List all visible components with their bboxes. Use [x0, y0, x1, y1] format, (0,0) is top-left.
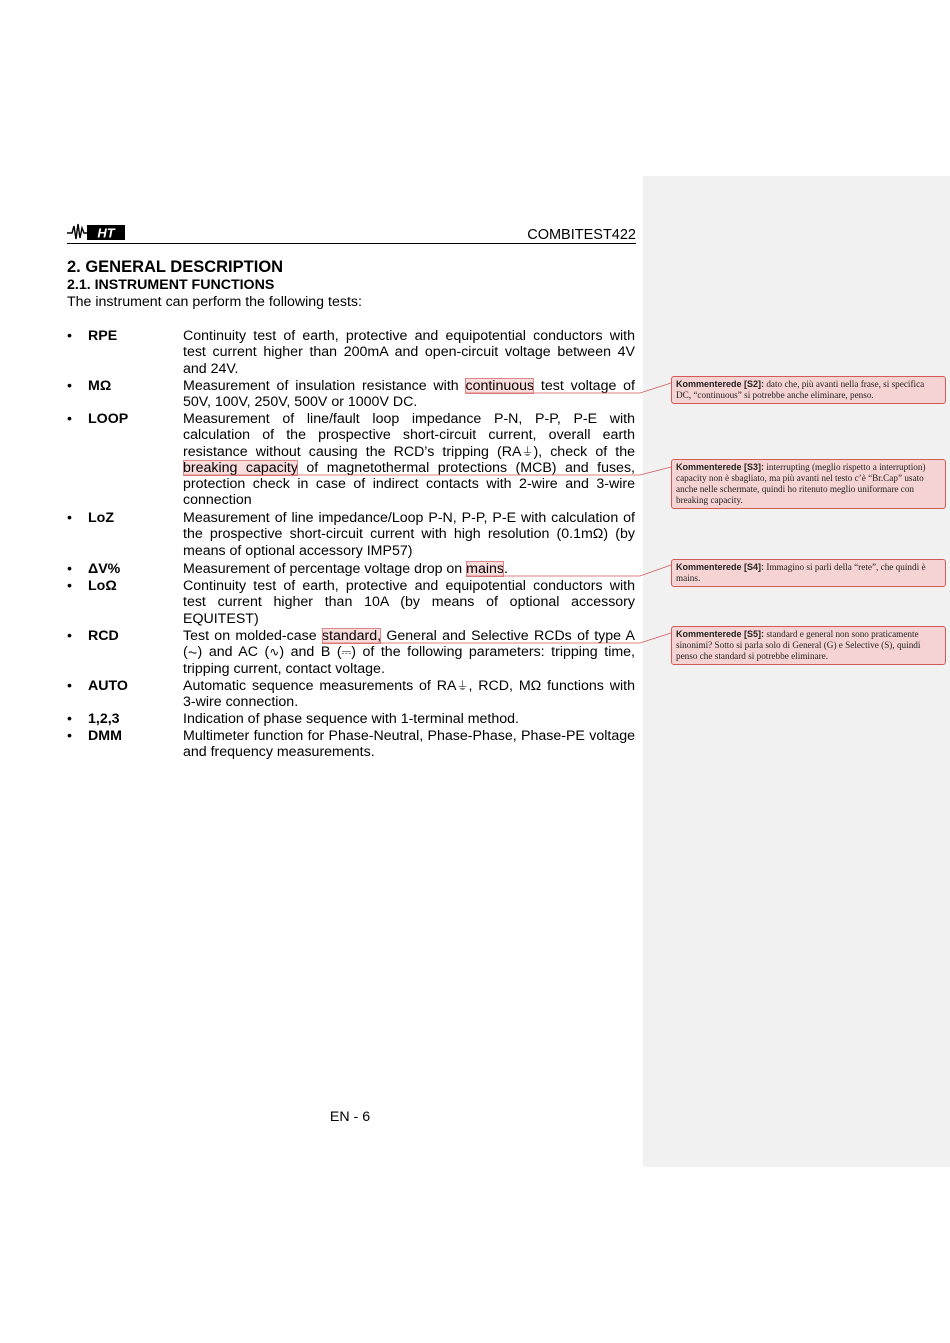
desc-text: General and Selective RCDs of type A (: [183, 628, 635, 661]
function-description: [183, 378, 635, 411]
ht-logo: [67, 221, 127, 243]
desc-text: Indication of phase sequence with 1-terminal method.: [183, 711, 519, 727]
comment-author-tag: Kommenterede [S2]:: [676, 379, 765, 389]
function-term: AUTO: [88, 678, 128, 694]
ac-sine-icon: ∿: [269, 645, 280, 660]
desc-text: Continuity test of earth, protective and equipotential conductors with test current higher than 10A (by means of optional accessory EQUITEST): [183, 578, 635, 627]
function-description: [183, 628, 635, 677]
function-term: ΔV%: [88, 561, 121, 577]
bullet-icon: •: [67, 561, 72, 577]
desc-text: Measurement of percentage voltage drop on: [183, 561, 467, 577]
comment-balloon-s5[interactable]: [671, 626, 946, 665]
function-description: [183, 678, 635, 711]
intro-text: The instrument can perform the following tests:: [67, 294, 362, 310]
function-description: [183, 711, 635, 727]
product-name: COMBITEST422: [527, 227, 636, 243]
bullet-icon: •: [67, 411, 72, 427]
desc-text: of magnetothermal protections (MCB) and fuses, protection check in case of indirect contacts with 2-wire and 3-wire connection: [183, 459, 635, 509]
comment-anchor-s2[interactable]: continuous: [465, 378, 535, 394]
function-description: [183, 328, 635, 377]
svg-text:HT: HT: [97, 225, 115, 241]
comment-text: standard e general non sono praticamente sinonimi? Sotto si parla solo di General (G) e Selective (S), quindi penso che standard si potrebbe eliminare.: [676, 629, 921, 661]
bullet-icon: •: [67, 328, 72, 344]
comment-text: interrupting (meglio rispetto a interruption) capacity non è sbagliato, ma più avanti nel testo c’è “Br.Cap” usato anche nelle schermate, quindi ho ritenuto meglio uniformare con breaking capacity.: [676, 462, 926, 505]
comment-balloon-s3[interactable]: [671, 459, 946, 509]
comment-balloon-s2[interactable]: [671, 376, 946, 404]
desc-text: ) and AC (: [197, 644, 270, 661]
desc-text: Test on molded-case: [183, 628, 322, 644]
desc-text: Measurement of insulation resistance with: [183, 378, 466, 394]
desc-text: test voltage of 50V, 100V, 250V, 500V or 1000V DC.: [183, 378, 635, 411]
comment-anchor-s3[interactable]: breaking capacity: [183, 459, 298, 476]
header-rule: [67, 243, 636, 244]
function-term: LOOP: [88, 411, 129, 427]
comment-author-tag: Kommenterede [S4]:: [676, 562, 765, 572]
comment-anchor-s5[interactable]: standard,: [321, 628, 382, 644]
comment-text: dato che, più avanti nella frase, si specifica DC, “continuous” si potrebbe anche eliminare, penso.: [676, 379, 925, 400]
desc-text: Measurement of line impedance/Loop P-N, P-P, P-E with calculation of the prospective short-circuit current with high resolution (0.1mΩ) (by means of optional accessory IMP57): [183, 510, 635, 559]
desc-text: Measurement of line/fault loop impedance P-N, P-P, P-E with calculation of the prospective short-circuit current, overall earth resistance without causing the RCD’s tripping (RA: [183, 411, 635, 460]
function-term: MΩ: [88, 378, 112, 394]
function-term: DMM: [88, 728, 122, 744]
function-term: RCD: [88, 628, 119, 644]
earth-symbol-icon: ⏚: [521, 444, 534, 459]
bullet-icon: •: [67, 578, 72, 594]
bullet-icon: •: [67, 678, 72, 694]
comment-anchor-s4[interactable]: mains: [466, 561, 504, 577]
function-term: RPE: [88, 328, 118, 344]
function-description: [183, 411, 635, 509]
comment-text: Immagino si parli della “rete”, che quindi è mains.: [676, 562, 926, 583]
function-term: LoZ: [88, 510, 114, 526]
comment-margin-pane: [643, 176, 950, 1167]
function-description: [183, 561, 635, 577]
function-description: [183, 728, 635, 761]
desc-text: ) of the following parameters: tripping time, tripping current, contact voltage.: [183, 644, 635, 677]
desc-text: .: [504, 561, 508, 577]
comment-author-tag: Kommenterede [S3]:: [676, 462, 765, 472]
function-term: 1,2,3: [88, 711, 120, 727]
earth-symbol-icon: ⏚: [456, 679, 469, 693]
bullet-icon: •: [67, 728, 72, 744]
function-description: [183, 578, 635, 627]
function-description: [183, 510, 635, 559]
dc-symbol-icon: ⎓: [341, 645, 352, 660]
desc-text: Automatic sequence measurements of RA: [183, 678, 457, 694]
comment-author-tag: Kommenterede [S5]:: [676, 629, 765, 639]
comment-balloon-s4[interactable]: [671, 559, 946, 587]
desc-text: ) and B (: [279, 644, 342, 661]
bullet-icon: •: [67, 711, 72, 727]
function-term: LoΩ: [88, 578, 117, 594]
section-title: 2. GENERAL DESCRIPTION: [67, 258, 284, 276]
desc-text: Multimeter function for Phase-Neutral, Phase-Phase, Phase-PE voltage and frequency measurements.: [183, 728, 635, 761]
bullet-icon: •: [67, 628, 72, 644]
desc-text: ), check of the: [533, 443, 635, 460]
bullet-icon: •: [67, 510, 72, 526]
desc-text: Continuity test of earth, protective and equipotential conductors with test current higher than 200mA and open-circuit voltage between 4V and 24V.: [183, 328, 635, 377]
section-subtitle: 2.1. INSTRUMENT FUNCTIONS: [67, 277, 275, 293]
bullet-icon: •: [67, 378, 72, 394]
pulsating-dc-icon: ⏦: [187, 645, 198, 660]
page-number: EN - 6: [329, 1109, 371, 1125]
desc-text: , RCD, MΩ functions with 3-wire connection.: [183, 678, 635, 711]
